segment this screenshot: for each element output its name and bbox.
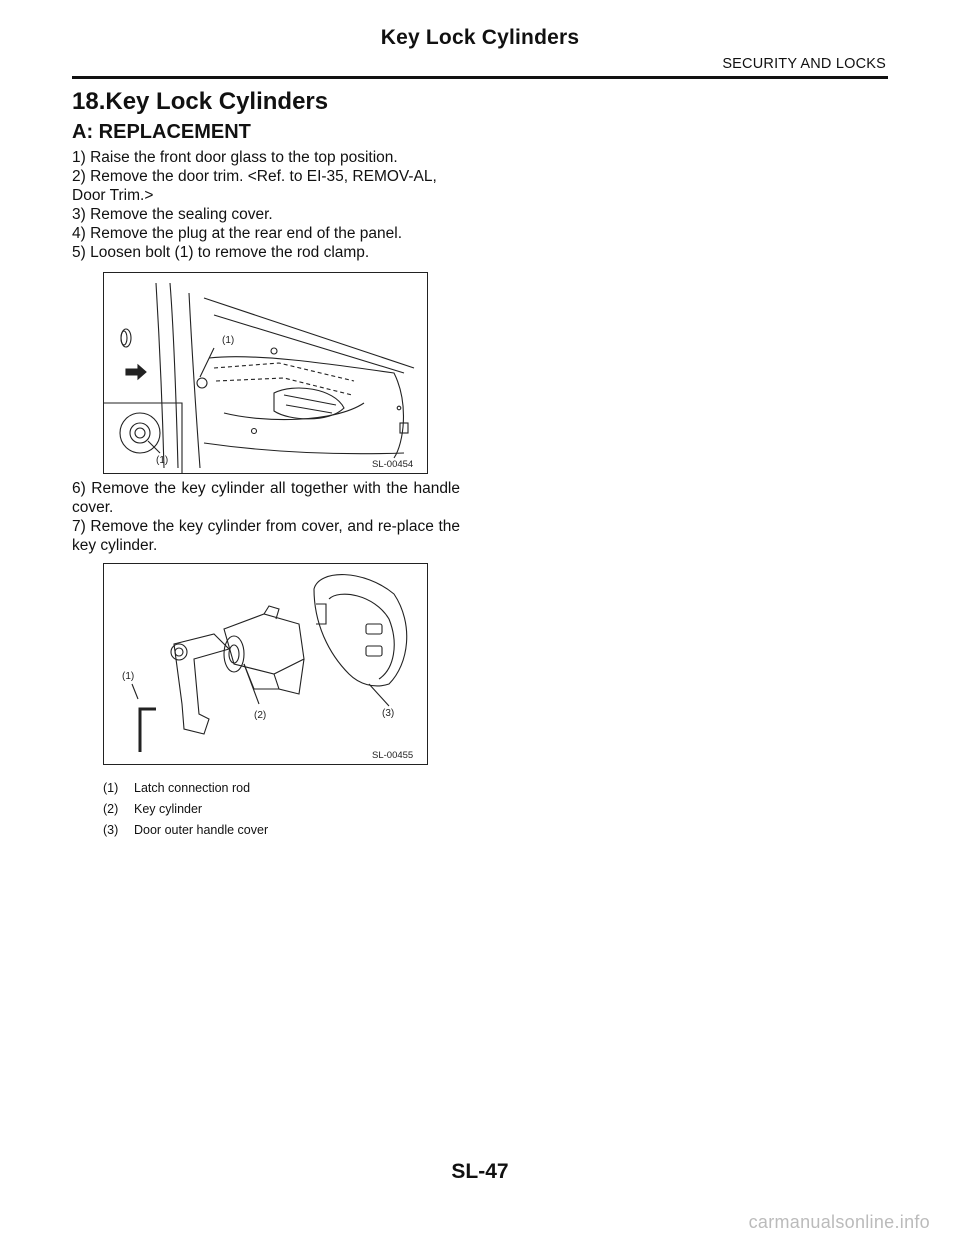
- page-number: SL-47: [451, 1160, 509, 1183]
- figure-key-cylinder: [103, 563, 428, 765]
- fig2-label-2: (2): [254, 710, 267, 721]
- legend-text: Latch connection rod: [134, 781, 251, 795]
- legend-item: [103, 799, 268, 820]
- fig2-code: SL-00455: [372, 750, 414, 761]
- fig2-label-1: (1): [122, 671, 135, 682]
- legend-num: (1): [103, 781, 119, 795]
- watermark: carmanualsonline.info: [748, 1212, 930, 1232]
- step-5: 5) Loosen bolt (1) to remove the rod clamp.: [72, 244, 370, 261]
- fig1-code: SL-00454: [372, 459, 414, 470]
- step-6: 6) Remove the key cylinder all together with the handle cover.: [72, 480, 460, 516]
- door-panel-illustration: [104, 273, 427, 473]
- legend-item: [103, 820, 268, 841]
- step-1: 1) Raise the front door glass to the top position.: [72, 149, 398, 166]
- fig1-label-inset: (1): [156, 455, 169, 466]
- step-2: 2) Remove the door trim. <Ref. to EI-35, REMOV-AL, Door Trim.>: [72, 168, 437, 204]
- legend-num: (3): [103, 823, 119, 837]
- subsection-title: A: REPLACEMENT: [72, 121, 251, 143]
- legend-text: Door outer handle cover: [134, 823, 269, 837]
- fig1-label-top: (1): [222, 335, 235, 346]
- section-title: 18.Key Lock Cylinders: [72, 88, 329, 115]
- step-4: 4) Remove the plug at the rear end of the panel.: [72, 225, 403, 242]
- page-header-title: Key Lock Cylinders: [380, 26, 580, 49]
- key-cylinder-illustration: [104, 564, 427, 764]
- procedure-steps-continued: [72, 479, 460, 555]
- figure-door-panel: [103, 272, 428, 474]
- step-7: 7) Remove the key cylinder from cover, and re-place the key cylinder.: [72, 518, 460, 554]
- legend-num: (2): [103, 802, 119, 816]
- page-header-section: SECURITY AND LOCKS: [722, 56, 886, 72]
- step-3: 3) Remove the sealing cover.: [72, 206, 273, 223]
- legend-item: [103, 778, 268, 799]
- procedure-steps: [72, 148, 462, 262]
- legend-text: Key cylinder: [134, 802, 203, 816]
- fig2-label-3: (3): [382, 708, 395, 719]
- header-rule: [72, 76, 888, 79]
- figure-legend: [103, 778, 268, 841]
